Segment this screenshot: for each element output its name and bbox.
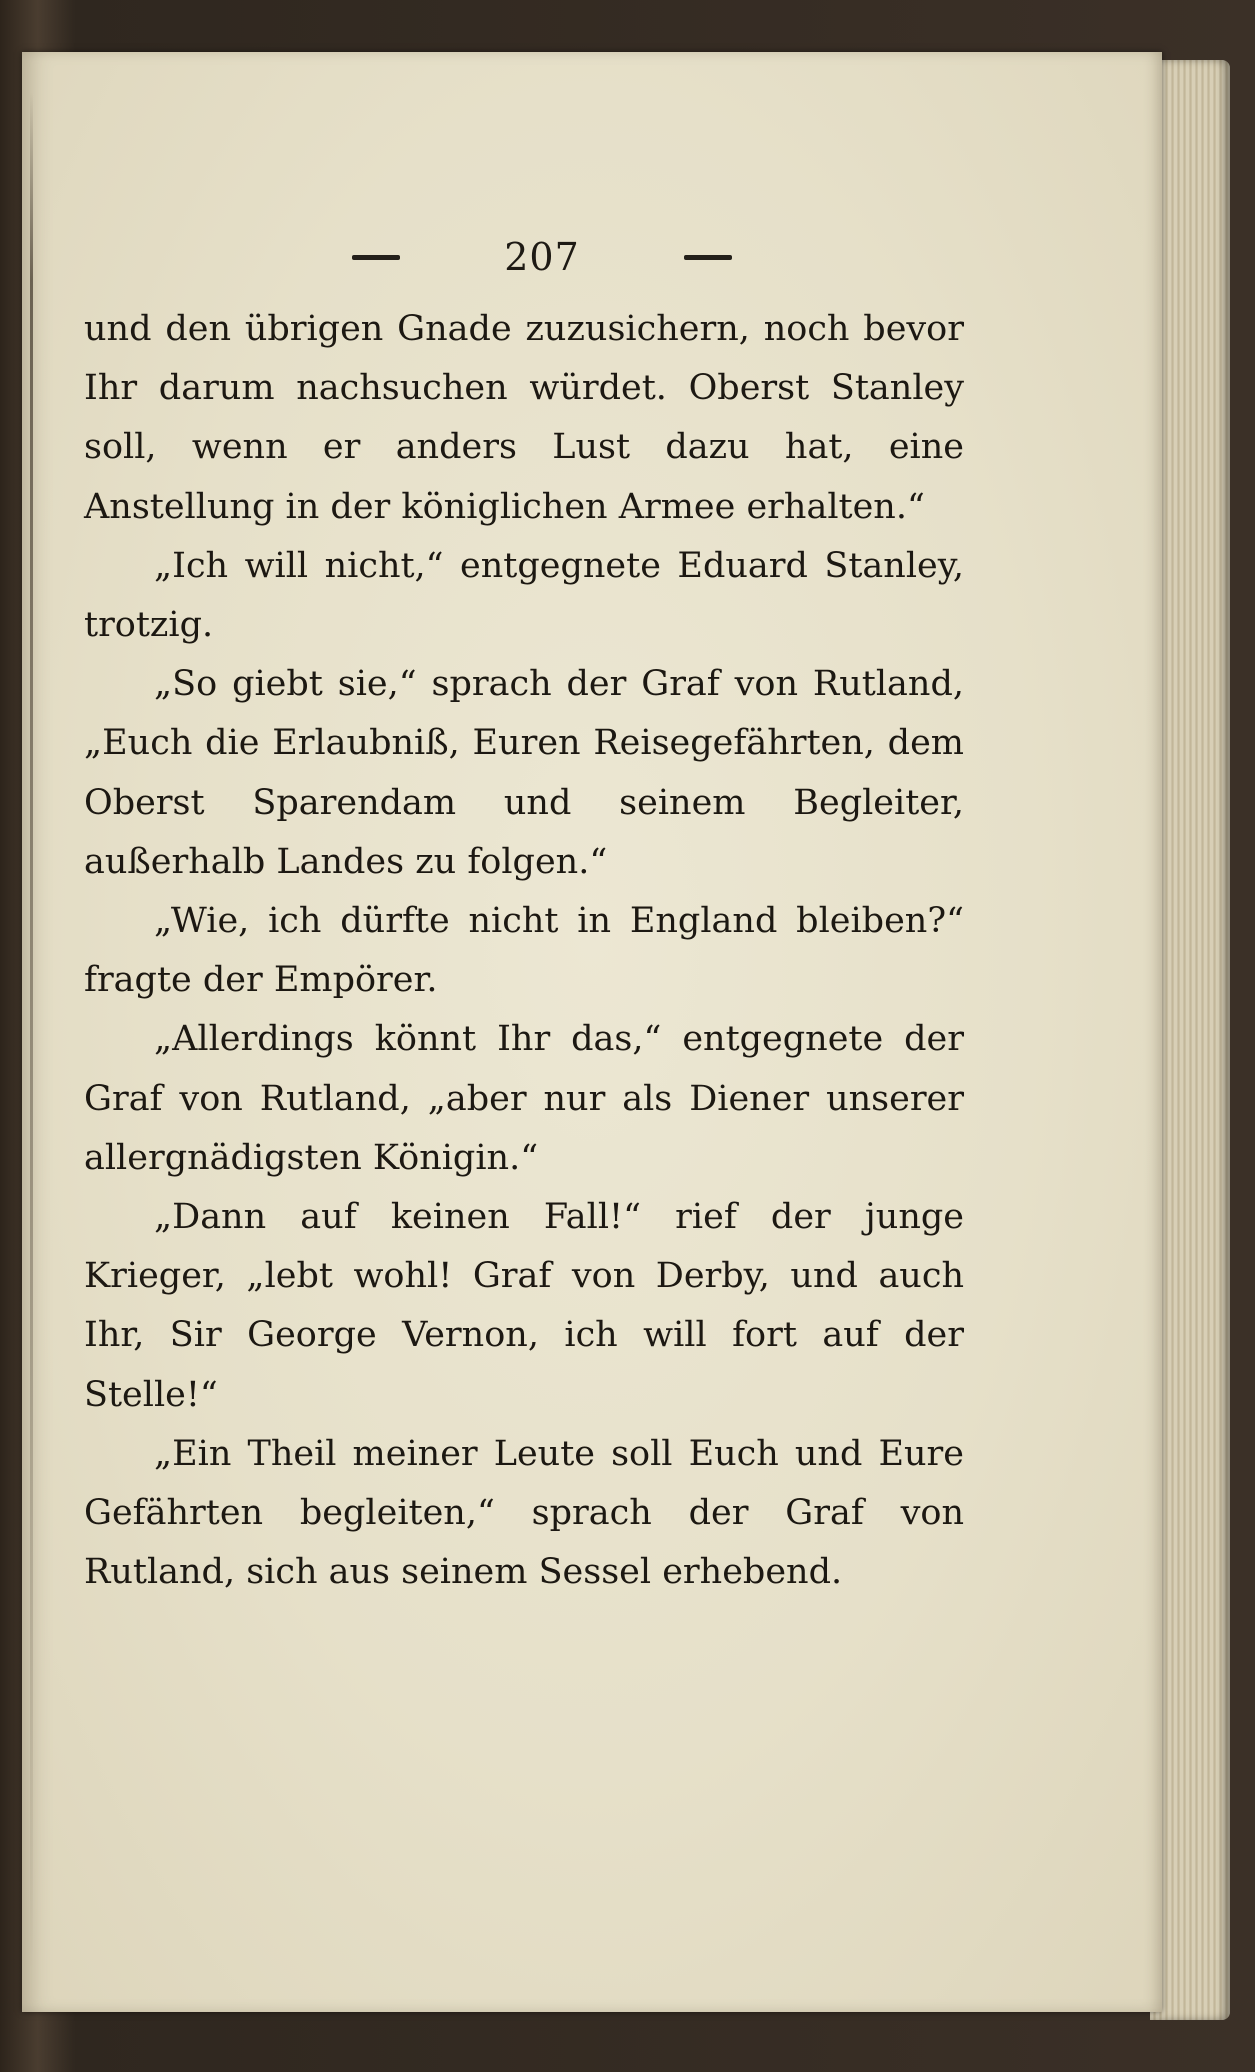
page-number: 207 [504,235,580,279]
page-edges [1150,60,1230,2020]
paragraph: „Dann auf keinen Fall!“ rief der junge Krieger, „lebt wohl! Graf von Derby, und auch Ihr, Sir George Vernon, ich will fort auf der Stelle!“ [84,1197,964,1415]
page-header [352,222,732,292]
header-dash-left [352,255,400,260]
header-dash-right [684,255,732,260]
gutter-shadow [30,92,33,1972]
paragraph: und den übrigen Gnade zuzusichern, noch bevor Ihr darum nachsuchen würdet. Oberst Stanley soll, wenn er anders Lust dazu hat, eine Anstellung in der königlichen Armee erhalten.“ [84,309,964,527]
paragraph: „Allerdings könnt Ihr das,“ entgegnete der Graf von Rutland, „aber nur als Diener unserer allergnädigsten Königin.“ [84,1019,964,1178]
paragraph: „So giebt sie,“ sprach der Graf von Rutland, „Euch die Erlaubniß, Euren Reisegefährten, dem Oberst Sparendam und seinem Begleiter, außerhalb Landes zu folgen.“ [84,664,964,882]
paragraph: „Wie, ich dürfte nicht in England bleiben?“ fragte der Empörer. [84,901,964,1001]
paragraph: „Ein Theil meiner Leute soll Euch und Eure Gefährten begleiten,“ sprach der Graf von Rutland, sich aus seinem Sessel erhebend. [84,1433,964,1593]
paragraph: „Ich will nicht,“ entgegnete Eduard Stanley, trotzig. [84,545,964,646]
body-text [84,300,964,1602]
book-page [22,52,1162,2012]
